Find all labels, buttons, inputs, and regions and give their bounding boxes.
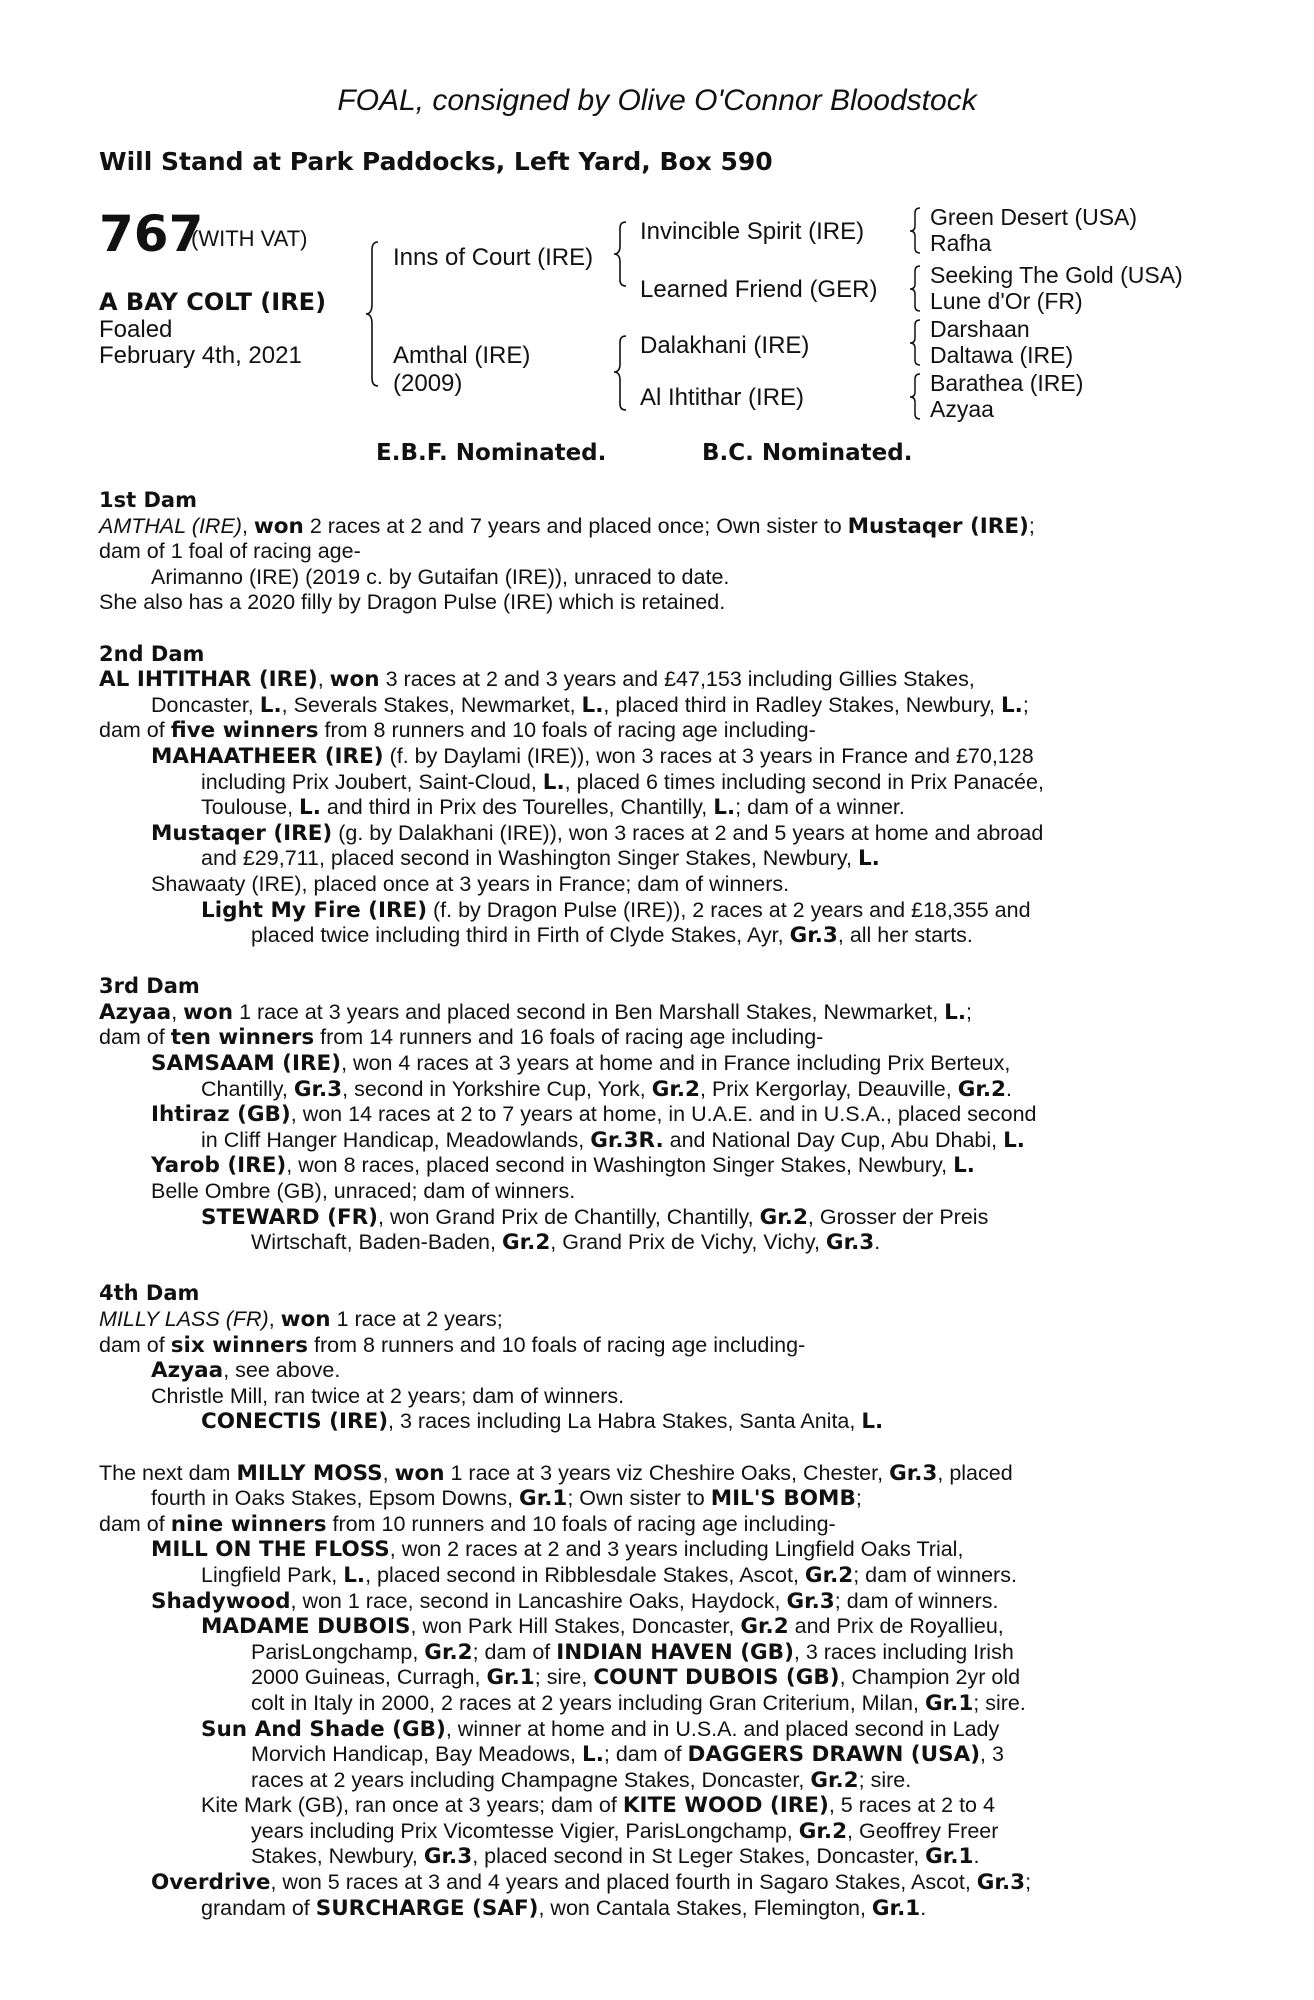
bold-text: DAGGERS DRAWN (USA)	[687, 1742, 981, 1768]
dam-heading: 1st Dam	[99, 488, 197, 512]
text-run: She also has a 2020 filly by Dragon Pulse (IRE) which is retained.	[99, 590, 726, 615]
bold-text: L.	[713, 795, 736, 821]
body-line	[99, 1051, 1207, 1077]
bold-text: Gr.2	[501, 1230, 551, 1256]
text-run: ; dam of winners.	[853, 1562, 1017, 1587]
sire-sire: Invincible Spirit (IRE)	[640, 218, 865, 245]
sd-sire: Seeking The Gold (USA)	[930, 262, 1183, 288]
bold-text: Gr.2	[957, 1076, 1007, 1102]
body-line	[99, 693, 1207, 719]
text-run: placed twice including third in Firth of Clyde Stakes, Ayr,	[251, 923, 790, 948]
text-run: , Grosser der Preis	[807, 1204, 989, 1229]
sd-dam: Lune d'Or (FR)	[930, 288, 1083, 314]
body-line	[99, 1844, 1207, 1870]
bold-text: L.	[861, 1409, 884, 1435]
text-run: 3 races at 2 and 3 years and £47,153 including Gillies Stakes,	[379, 667, 975, 692]
section-gap	[99, 1435, 1207, 1461]
bold-text: L.	[953, 1153, 975, 1179]
body-line	[99, 923, 1207, 949]
bold-text: L.	[343, 1562, 366, 1588]
ebf-nominated: E.B.F. Nominated.	[376, 440, 607, 466]
bold-text: L.	[944, 999, 967, 1025]
bold-text: Azyaa	[99, 999, 172, 1025]
text-run: 2 races at 2 and 7 years and placed once; Own sister to	[303, 513, 848, 538]
text-run: , 5 races at 2 to 4	[828, 1793, 995, 1818]
body-line	[99, 821, 1207, 847]
text-run: Stakes, Newbury,	[251, 1844, 424, 1869]
dam-year: (2009)	[393, 370, 463, 397]
body-line	[99, 1896, 1207, 1922]
bold-text: Azyaa	[151, 1358, 224, 1384]
text-run: , won 5 races at 3 and 4 years and placed fourth in Sagaro Stakes, Ascot,	[270, 1870, 977, 1895]
text-run: ; dam of	[472, 1639, 557, 1664]
body-line	[99, 1665, 1207, 1691]
body-line	[99, 1793, 1207, 1819]
text-run: ,	[382, 1460, 395, 1485]
sire-dam: Learned Friend (GER)	[640, 276, 878, 303]
text-run: .	[1006, 1076, 1012, 1101]
text-run: , 3	[980, 1742, 1004, 1767]
bold-text: L.	[542, 769, 565, 795]
body-line	[99, 1409, 1207, 1435]
body-line	[99, 1179, 1207, 1205]
bold-text: ten winners	[170, 1025, 315, 1051]
body-line	[99, 744, 1207, 770]
bold-text: Gr.3	[789, 923, 838, 949]
text-run: , Severals Stakes, Newmarket,	[281, 692, 582, 717]
body-line	[99, 1870, 1207, 1896]
bold-text: KITE WOOD (IRE)	[622, 1793, 829, 1819]
body-line	[99, 1691, 1207, 1717]
ss-dam: Rafha	[930, 230, 992, 256]
text-run: , won 14 races at 2 to 7 years at home, in U.A.E. and in U.S.A., placed second	[290, 1102, 1037, 1127]
dd-dam: Azyaa	[930, 396, 994, 422]
text-run: from 14 runners and 16 foals of racing age including-	[314, 1025, 824, 1050]
dam-line-bracket	[610, 334, 630, 414]
text-run: , 3 races including Irish	[793, 1639, 1014, 1664]
bold-text: won	[329, 667, 380, 693]
text-run: races at 2 years including Champagne Stakes, Doncaster,	[251, 1767, 811, 1792]
text-run: Toulouse,	[201, 795, 300, 820]
bold-text: Gr.2	[424, 1639, 473, 1665]
body-line	[99, 1768, 1207, 1794]
bold-text: L.	[857, 846, 880, 872]
body-line	[99, 514, 1207, 540]
ds-sire: Darshaan	[930, 316, 1030, 342]
text-run: ; sire.	[973, 1690, 1026, 1715]
bold-text: MADAME DUBOIS	[201, 1614, 411, 1640]
body-line	[99, 1307, 1207, 1333]
bold-text: five winners	[170, 718, 319, 744]
body-line	[99, 1077, 1207, 1103]
text-run: ; dam of a winner.	[735, 795, 905, 820]
text-run: ParisLongchamp,	[251, 1639, 425, 1664]
bold-text: Gr.2	[759, 1204, 808, 1230]
text-run: , see above.	[223, 1358, 341, 1383]
bold-text: Gr.3	[976, 1870, 1026, 1896]
lot-description: A BAY COLT (IRE)	[99, 288, 327, 316]
body-line	[99, 846, 1207, 872]
text-run: Wirtschaft, Baden-Baden,	[251, 1230, 502, 1255]
foaled-date: February 4th, 2021	[99, 342, 302, 369]
bold-text: MILL ON THE FLOSS	[151, 1537, 390, 1563]
bold-text: Shadywood	[151, 1588, 291, 1614]
bold-text: Light My Fire (IRE)	[201, 897, 428, 923]
text-run: Kite Mark (GB), ran once at 3 years; dam of	[201, 1793, 623, 1818]
bold-text: L.	[581, 692, 604, 718]
text-run: grandam of	[201, 1895, 316, 1920]
text-run: ;	[1022, 692, 1029, 717]
text-run: , Prix Kergorlay, Deauville,	[700, 1076, 958, 1101]
bold-text: L.	[1003, 1127, 1025, 1153]
bold-text: Gr.2	[804, 1562, 854, 1588]
body-line	[99, 1102, 1207, 1128]
text-run: Arimanno (IRE) (2019 c. by Gutaifan (IRE)), unraced to date.	[151, 564, 730, 589]
bold-text: Sun And Shade (GB)	[201, 1716, 446, 1742]
text-run: ,	[241, 513, 254, 538]
body-line	[99, 565, 1207, 591]
dam-heading: 2nd Dam	[99, 641, 205, 666]
text-run: , Geoffrey Freer	[847, 1818, 999, 1843]
body-line	[99, 667, 1207, 693]
text-run: .	[973, 1844, 980, 1869]
body-line	[99, 1205, 1207, 1231]
text-run: , won 1 race, second in Lancashire Oaks, Haydock,	[290, 1588, 787, 1613]
text-run: , 3 races including La Habra Stakes, Santa Anita,	[388, 1409, 862, 1434]
text-run: (g. by Dalakhani (IRE)), won 3 races at 2 and 5 years at home and abroad	[332, 820, 1044, 845]
bold-text: AL IHTITHAR (IRE)	[99, 667, 318, 693]
ds-dam: Daltawa (IRE)	[930, 342, 1074, 368]
text-run: Chantilly,	[201, 1076, 294, 1101]
text-run: Christle Mill, ran twice at 2 years; dam of winners.	[151, 1383, 625, 1408]
text-run: , Champion 2yr old	[839, 1665, 1021, 1690]
text-run: , won Grand Prix de Chantilly, Chantilly,	[378, 1204, 760, 1229]
bold-text: Gr.1	[925, 1844, 974, 1870]
text-run: including Prix Joubert, Saint-Cloud,	[201, 769, 543, 794]
text-run: (f. by Dragon Pulse (IRE)), 2 races at 2 years and £18,355 and	[427, 897, 1031, 922]
text-run: in Cliff Hanger Handicap, Meadowlands,	[201, 1127, 591, 1152]
body-line	[99, 872, 1207, 898]
bold-text: Gr.2	[810, 1767, 859, 1793]
bold-text: Mustaqer (IRE)	[151, 820, 333, 846]
bold-text: L.	[582, 1742, 604, 1768]
bold-text: Overdrive	[151, 1870, 271, 1896]
bold-text: Gr.1	[519, 1486, 568, 1512]
body-line	[99, 718, 1207, 744]
body-line	[99, 1563, 1207, 1589]
italic-text: MILLY LASS (FR)	[99, 1307, 269, 1331]
gen3-bracket-4	[906, 372, 924, 422]
bold-text: MILLY MOSS	[236, 1460, 383, 1486]
body-line	[99, 1512, 1207, 1538]
body-line	[99, 1486, 1207, 1512]
bold-text: Gr.3	[293, 1076, 343, 1102]
bold-text: Yarob (IRE)	[151, 1153, 287, 1179]
lot-number: 767	[99, 205, 204, 263]
text-run: ;	[966, 999, 973, 1024]
bold-text: Gr.1	[924, 1690, 974, 1716]
text-run: and £29,711, placed second in Washington Singer Stakes, Newbury,	[201, 846, 858, 871]
dam-dam: Al Ihtithar (IRE)	[640, 384, 805, 411]
text-run: Belle Ombre (GB), unraced; dam of winners.	[151, 1179, 576, 1204]
text-run: , placed second in St Leger Stakes, Doncaster,	[472, 1844, 926, 1869]
text-run: and Prix de Royallieu,	[788, 1614, 1004, 1639]
vat-label: (WITH VAT)	[191, 226, 308, 251]
italic-text: AMTHAL (IRE)	[99, 513, 242, 538]
text-run: ;	[855, 1486, 862, 1511]
text-run: ,	[317, 667, 330, 692]
body-line	[99, 1153, 1207, 1179]
bold-text: won	[183, 999, 234, 1025]
bold-text: six winners	[170, 1332, 309, 1358]
body-line	[99, 1640, 1207, 1666]
bold-text: Gr.1	[871, 1895, 921, 1921]
text-run: ,	[171, 999, 184, 1024]
bold-text: Gr.3	[786, 1588, 835, 1614]
body-line	[99, 1025, 1207, 1051]
text-run: Doncaster,	[151, 692, 260, 717]
body-line	[99, 539, 1207, 565]
bold-text: SAMSAAM (IRE)	[151, 1051, 342, 1077]
body-line	[99, 1537, 1207, 1563]
bold-text: CONECTIS (IRE)	[201, 1409, 389, 1435]
text-run: from 10 runners and 10 foals of racing age including-	[326, 1511, 836, 1536]
text-run: ,	[268, 1307, 281, 1331]
bold-text: Gr.2	[651, 1076, 700, 1102]
bold-text: Mustaqer (IRE)	[847, 513, 1029, 539]
body-line	[99, 1000, 1207, 1026]
bold-text: SURCHARGE (SAF)	[315, 1895, 539, 1921]
text-run: 1 race at 3 years and placed second in Ben Marshall Stakes, Newmarket,	[233, 999, 945, 1024]
body-line	[99, 1128, 1207, 1154]
text-run: dam of	[99, 1332, 171, 1357]
bold-text: MAHAATHEER (IRE)	[151, 743, 384, 769]
bold-text: Gr.3	[825, 1230, 875, 1256]
text-run: ; sire.	[858, 1767, 912, 1792]
bold-text: won	[253, 513, 304, 539]
catalogue-body	[99, 488, 1207, 1921]
text-run: , won Cantala Stakes, Flemington,	[538, 1895, 872, 1920]
bold-text: Gr.2	[740, 1614, 789, 1640]
gen3-bracket-1	[906, 206, 924, 256]
bold-text: L.	[299, 795, 321, 821]
text-run: , won 4 races at 3 years at home and in France including Prix Berteux,	[341, 1051, 1011, 1076]
dd-sire: Barathea (IRE)	[930, 370, 1084, 396]
text-run: , placed second in Ribblesdale Stakes, Ascot,	[365, 1562, 805, 1587]
dam-name: Amthal (IRE)	[393, 342, 531, 369]
text-run: dam of	[99, 1511, 171, 1536]
body-line	[99, 1384, 1207, 1410]
text-run: The next dam	[99, 1460, 237, 1485]
body-line	[99, 1230, 1207, 1256]
text-run: , winner at home and in U.S.A. and placed second in Lady	[445, 1716, 1000, 1741]
text-run: and third in Prix des Tourelles, Chantilly,	[320, 795, 714, 820]
bold-text: Gr.3	[889, 1460, 938, 1486]
text-run: , placed third in Radley Stakes, Newbury,	[603, 692, 1001, 717]
text-run: ;	[1028, 513, 1035, 538]
ss-sire: Green Desert (USA)	[930, 204, 1138, 230]
text-run: 1 race at 2 years;	[330, 1307, 503, 1331]
bold-text: L.	[259, 692, 282, 718]
foaled-label: Foaled	[99, 316, 173, 343]
text-run: .	[874, 1230, 881, 1255]
text-run: dam of 1 foal of racing age-	[99, 539, 361, 564]
bold-text: MIL'S BOMB	[710, 1486, 856, 1512]
text-run: .	[920, 1895, 927, 1920]
text-run: , Grand Prix de Vichy, Vichy,	[550, 1230, 826, 1255]
text-run: , placed	[937, 1460, 1013, 1485]
text-run: dam of	[99, 718, 171, 743]
text-run: , won 8 races, placed second in Washington Singer Stakes, Newbury,	[286, 1153, 954, 1178]
text-run: ; Own sister to	[567, 1486, 711, 1511]
bold-text: Gr.2	[798, 1818, 848, 1844]
text-run: , second in Yorkshire Cup, York,	[342, 1076, 652, 1101]
bold-text: Gr.3	[423, 1844, 473, 1870]
gen3-bracket-3	[906, 318, 924, 368]
body-line	[99, 1614, 1207, 1640]
text-run: dam of	[99, 1025, 171, 1050]
text-run: ; dam of winners.	[834, 1588, 999, 1613]
body-line	[99, 1742, 1207, 1768]
bold-text: won	[394, 1460, 445, 1486]
body-line	[99, 1589, 1207, 1615]
bold-text: Gr.3R.	[590, 1127, 664, 1153]
bold-text: STEWARD (FR)	[201, 1204, 379, 1230]
dam-sire: Dalakhani (IRE)	[640, 332, 810, 359]
bold-text: INDIAN HAVEN (GB)	[556, 1639, 794, 1665]
body-line	[99, 1358, 1207, 1384]
bold-text: Ihtiraz (GB)	[151, 1102, 291, 1128]
text-run: ; dam of	[603, 1742, 688, 1767]
body-line	[99, 898, 1207, 924]
body-line	[99, 795, 1207, 821]
text-run: 2000 Guineas, Curragh,	[251, 1665, 487, 1690]
dam-heading: 4th Dam	[99, 1281, 200, 1306]
bold-text: COUNT DUBOIS (GB)	[593, 1665, 840, 1691]
text-run: ;	[1025, 1870, 1032, 1895]
sire-line-bracket	[610, 220, 630, 290]
text-run: , won Park Hill Stakes, Doncaster,	[410, 1614, 741, 1639]
stand-location: Will Stand at Park Paddocks, Left Yard, Box 590	[99, 147, 773, 176]
body-line	[99, 1717, 1207, 1743]
dam-heading: 3rd Dam	[99, 974, 200, 999]
text-run: from 8 runners and 10 foals of racing age including-	[318, 718, 816, 743]
page-title: FOAL, consigned by Olive O'Connor Bloodstock	[337, 84, 977, 117]
text-run: colt in Italy in 2000, 2 races at 2 years including Gran Criterium, Milan,	[251, 1690, 925, 1715]
body-line	[99, 770, 1207, 796]
text-run: Lingfield Park,	[201, 1562, 344, 1587]
bold-text: won	[280, 1307, 331, 1332]
bc-nominated: B.C. Nominated.	[702, 440, 913, 466]
text-run: fourth in Oaks Stakes, Epsom Downs,	[151, 1486, 520, 1511]
text-run: Morvich Handicap, Bay Meadows,	[251, 1742, 583, 1767]
sire-dam-bracket	[362, 240, 382, 390]
body-line	[99, 1819, 1207, 1845]
text-run: , placed 6 times including second in Prix Panacée,	[564, 769, 1044, 794]
body-line	[99, 1461, 1207, 1487]
text-run: , all her starts.	[837, 923, 973, 948]
body-line	[99, 590, 1207, 616]
text-run: Shawaaty (IRE), placed once at 3 years in France; dam of winners.	[151, 871, 790, 896]
sire-name: Inns of Court (IRE)	[393, 244, 594, 271]
text-run: from 8 runners and 10 foals of racing age including-	[308, 1332, 806, 1357]
text-run: (f. by Daylami (IRE)), won 3 races at 3 years in France and £70,128	[383, 743, 1034, 768]
gen3-bracket-2	[906, 264, 924, 314]
text-run: years including Prix Vicomtesse Vigier, ParisLongchamp,	[251, 1818, 799, 1843]
bold-text: Gr.1	[486, 1665, 535, 1691]
bold-text: nine winners	[170, 1511, 327, 1537]
text-run: 1 race at 3 years viz Cheshire Oaks, Chester,	[444, 1460, 890, 1485]
text-run: , won 2 races at 2 and 3 years including Lingfield Oaks Trial,	[389, 1537, 964, 1562]
body-line	[99, 1333, 1207, 1359]
text-run: ; sire,	[534, 1665, 594, 1690]
bold-text: L.	[1000, 692, 1023, 718]
text-run: and National Day Cup, Abu Dhabi,	[663, 1127, 1004, 1152]
